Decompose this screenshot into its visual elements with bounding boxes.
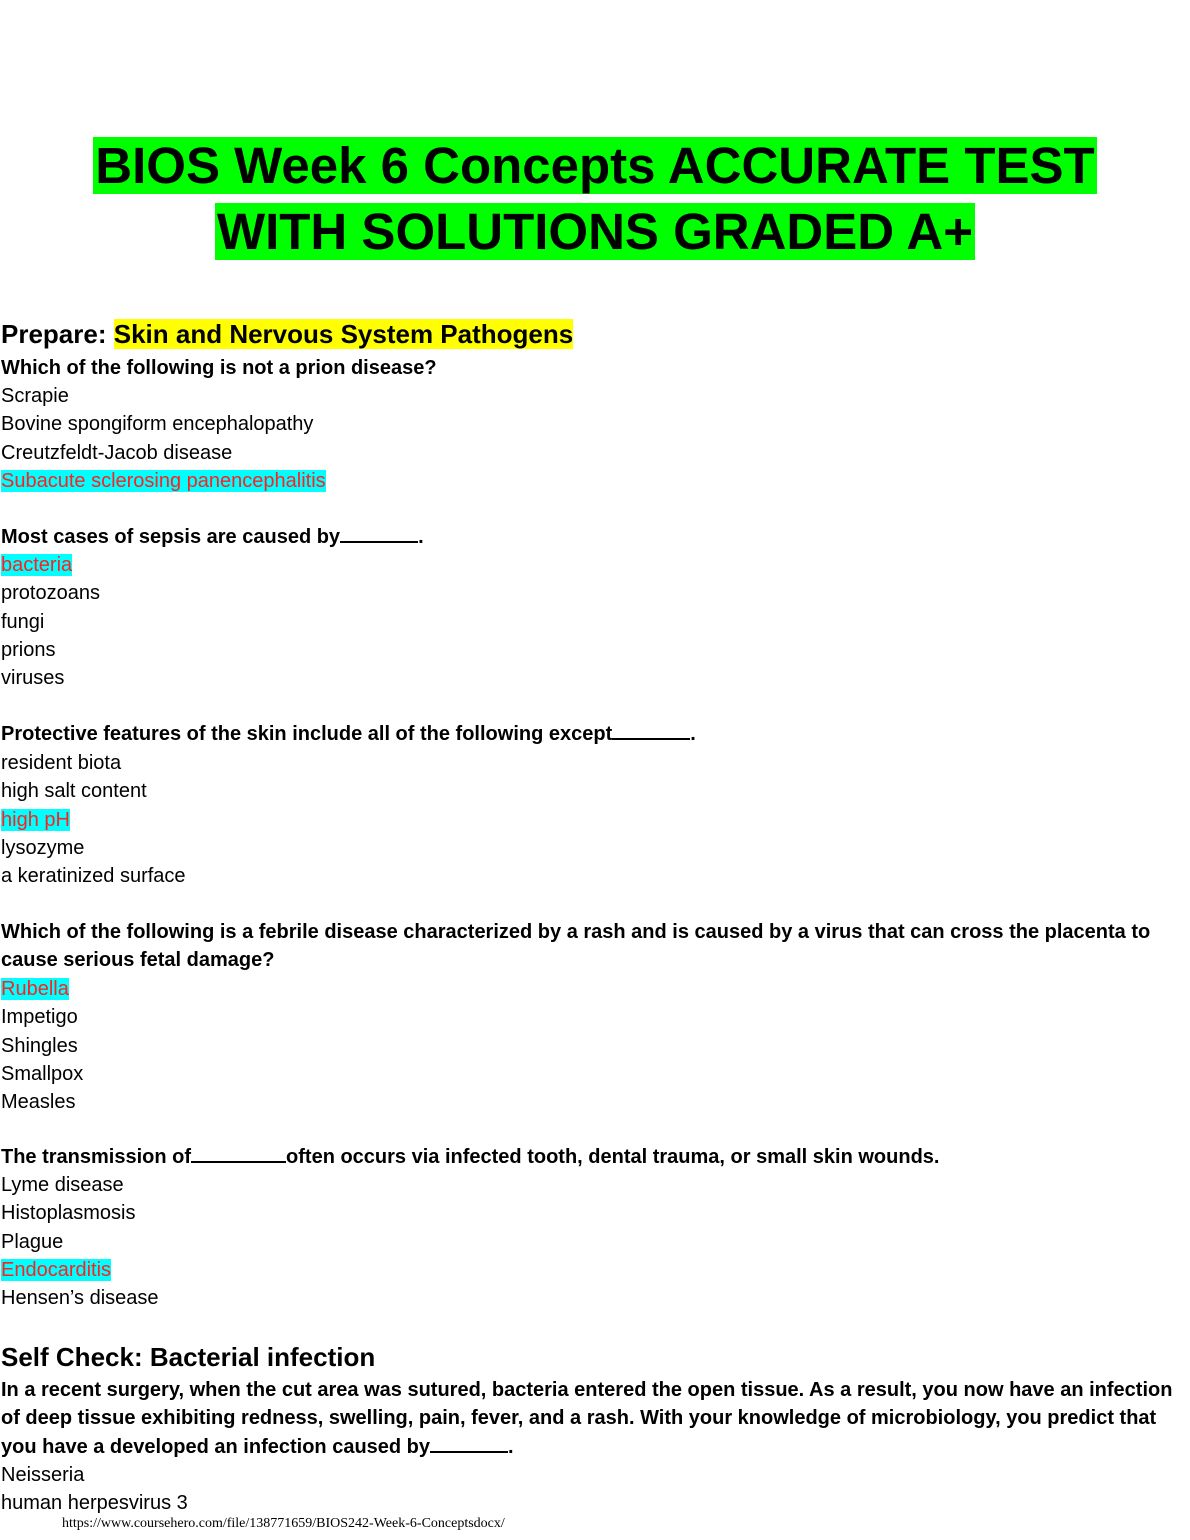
answer-option	[1, 1199, 159, 1227]
answer-option	[1, 777, 186, 805]
question-3-text: Protective features of the skin include all of the following except	[1, 723, 613, 745]
answer-option	[1, 1171, 159, 1199]
answer-option	[1, 467, 326, 495]
question-2-options	[1, 551, 100, 692]
question-6-text: In a recent surgery, when the cut area was sutured, bacteria entered the open tissue. As a result, you now have an infection of deep tissue exhibiting redness, swelling, pain, fever, and a rash. With your knowledge of microbiology, you predict that you have a developed an infection caused by	[1, 1379, 1173, 1458]
answer-blank	[340, 523, 418, 543]
answer-option-text: a keratinized surface	[1, 865, 186, 888]
answer-blank	[430, 1433, 508, 1453]
answer-option	[1, 862, 186, 890]
answer-option-text: human herpesvirus 3	[1, 1492, 188, 1515]
answer-option-text: Scrapie	[1, 385, 69, 407]
answer-option-text: Creutzfeldt-Jacob disease	[1, 441, 233, 464]
answer-option-text: Neisseria	[1, 1464, 85, 1486]
title-line-2: WITH SOLUTIONS GRADED A+	[216, 203, 974, 260]
question-5-text: The transmission of	[1, 1146, 192, 1168]
question-6-end: .	[508, 1435, 514, 1458]
question-5-options	[1, 1171, 159, 1312]
answer-option-text: Impetigo	[1, 1006, 78, 1029]
answer-option-text: fungi	[1, 610, 45, 633]
answer-option	[1, 1284, 159, 1312]
section-heading-self-check: Self Check: Bacterial infection	[1, 1342, 376, 1372]
answer-option-text: protozoans	[1, 582, 100, 605]
question-2-end: .	[418, 526, 424, 548]
correct-answer-highlight: high pH	[1, 808, 70, 831]
answer-blank	[191, 1143, 286, 1163]
section-heading-prepare	[1, 318, 573, 350]
correct-answer-highlight: Subacute sclerosing panencephalitis	[1, 469, 326, 492]
answer-option	[1, 749, 186, 777]
question-5	[1, 1143, 1186, 1171]
question-1: Which of the following is not a prion disease?	[1, 357, 437, 379]
answer-option-text: Bovine spongiform encephalopathy	[1, 413, 314, 436]
answer-option	[1, 1489, 188, 1517]
answer-option	[1, 551, 100, 579]
answer-option-text: Plague	[1, 1230, 64, 1253]
section-topic-highlight: Skin and Nervous System Pathogens	[113, 319, 574, 349]
section-prefix: Prepare:	[1, 319, 114, 349]
question-5-end: often occurs via infected tooth, dental trauma, or small skin wounds.	[286, 1146, 940, 1168]
question-3-options	[1, 749, 186, 890]
correct-answer-highlight: Endocarditis	[1, 1258, 112, 1281]
answer-blank	[612, 720, 690, 740]
answer-option	[1, 806, 186, 834]
question-6	[1, 1376, 1186, 1461]
question-3	[1, 720, 1186, 748]
correct-answer-highlight: bacteria	[1, 554, 73, 576]
answer-option	[1, 975, 83, 1003]
answer-option	[1, 1228, 159, 1256]
answer-option	[1, 1088, 83, 1116]
question-6-options	[1, 1461, 188, 1518]
answer-option	[1, 834, 186, 862]
answer-option	[1, 439, 326, 467]
question-3-end: .	[690, 723, 696, 745]
answer-option-text: high salt content	[1, 780, 147, 803]
answer-option-text: prions	[1, 638, 56, 661]
answer-option	[1, 1256, 159, 1284]
answer-option-text: Lyme disease	[1, 1174, 124, 1196]
footer-source-url[interactable]: https://www.coursehero.com/file/138771659/BIOS242-Week-6-Conceptsdocx/	[62, 1516, 505, 1531]
question-2	[1, 523, 1186, 551]
correct-answer-highlight: Rubella	[1, 978, 69, 1000]
answer-option	[1, 1003, 83, 1031]
answer-option-text: Shingles	[1, 1034, 78, 1057]
answer-option-text: resident biota	[1, 752, 122, 774]
question-2-text: Most cases of sepsis are caused by	[1, 526, 341, 548]
question-4: Which of the following is a febrile disease characterized by a rash and is caused by a virus that can cross the placenta to cause serious fetal damage?	[1, 921, 1151, 972]
answer-option	[1, 579, 100, 607]
question-4-options	[1, 975, 83, 1116]
answer-option-text: Hensen’s disease	[1, 1287, 159, 1310]
answer-option	[1, 382, 326, 410]
answer-option	[1, 636, 100, 664]
answer-option-text: Smallpox	[1, 1062, 84, 1085]
answer-option-text: Measles	[1, 1091, 76, 1114]
answer-option	[1, 664, 100, 692]
answer-option	[1, 410, 326, 438]
title-line-1: BIOS Week 6 Concepts ACCURATE TEST	[95, 137, 1095, 194]
answer-option	[1, 1461, 188, 1489]
document-title	[0, 133, 1190, 265]
question-1-options	[1, 382, 326, 495]
answer-option-text: Histoplasmosis	[1, 1202, 136, 1225]
answer-option	[1, 608, 100, 636]
answer-option	[1, 1060, 83, 1088]
answer-option	[1, 1032, 83, 1060]
answer-option-text: lysozyme	[1, 836, 85, 859]
answer-option-text: viruses	[1, 667, 65, 690]
